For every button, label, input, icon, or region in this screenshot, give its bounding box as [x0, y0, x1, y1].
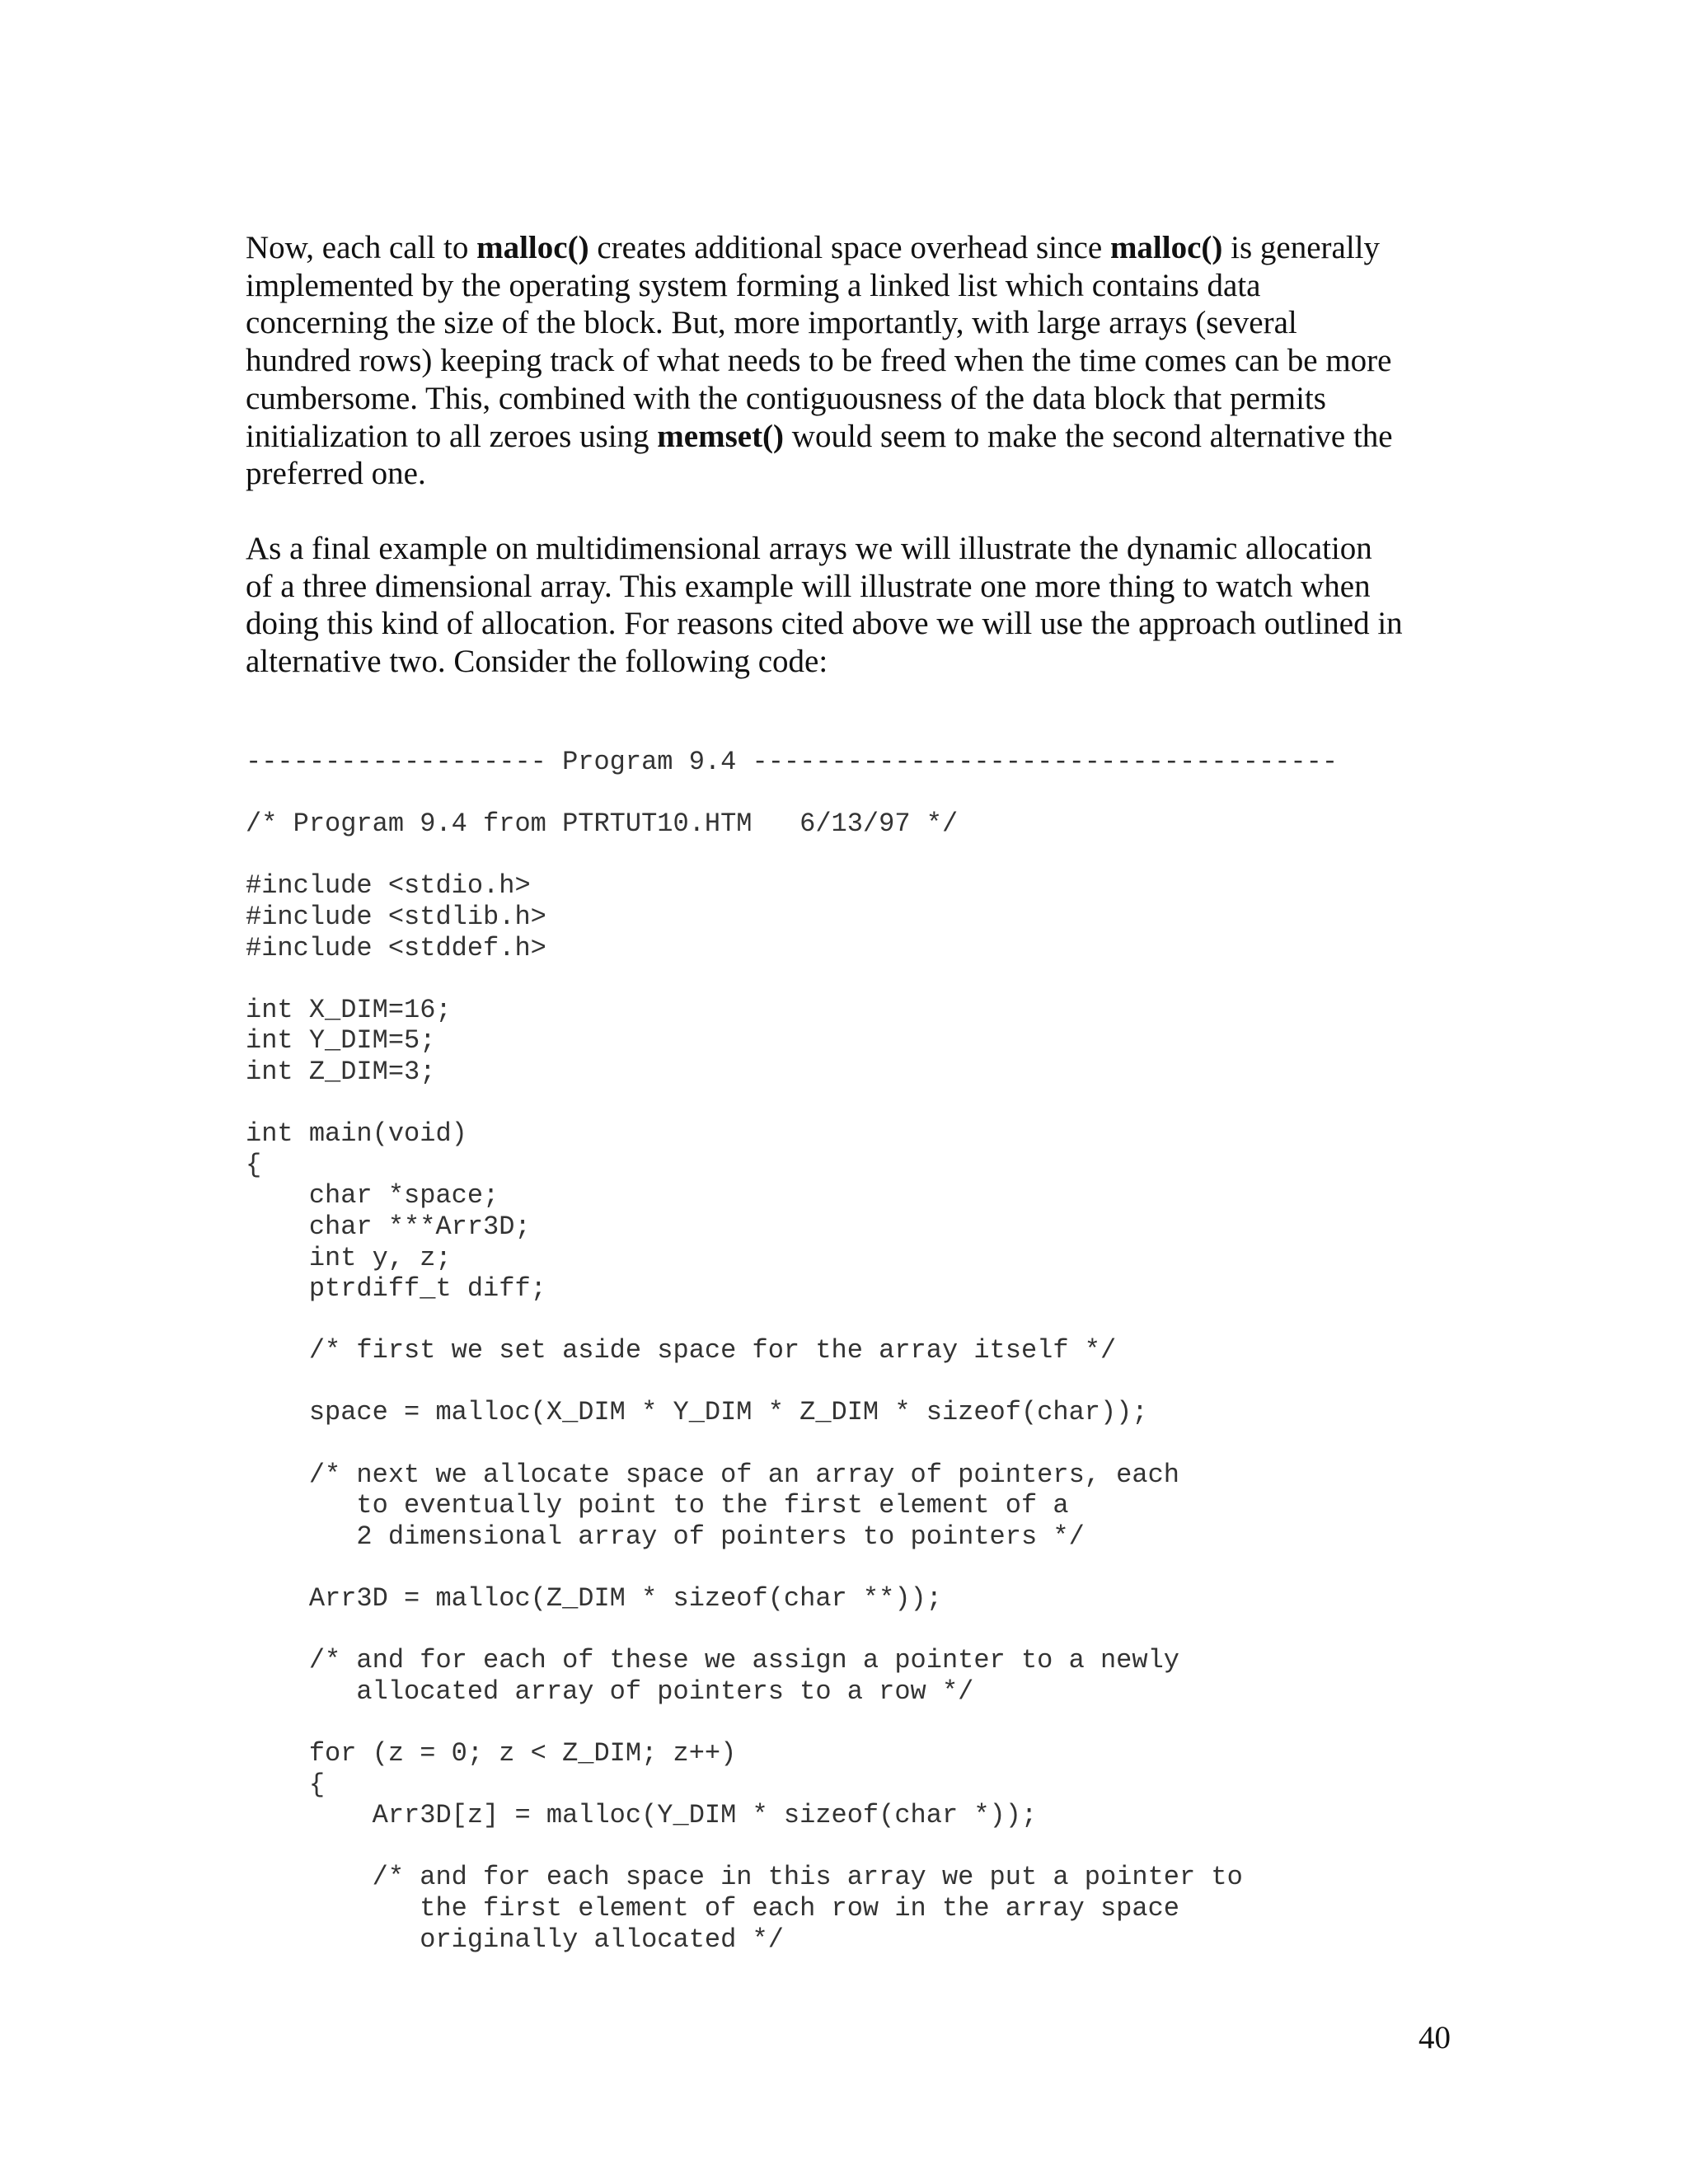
code-line: #include <stdio.h>: [246, 870, 531, 902]
paragraph-text: alternative two. Consider the following code:: [246, 644, 828, 680]
paragraph-text: hundred rows) keeping track of what needs to be freed when the time comes can be more: [246, 343, 1392, 379]
code-line: {: [246, 1769, 326, 1800]
paragraph-text: As a final example on multidimensional arrays we will illustrate the dynamic allocation: [246, 531, 1372, 566]
paragraph-text: creates additional space overhead since: [588, 230, 1110, 265]
code-line: Arr3D = malloc(Z_DIM * sizeof(char **));: [246, 1583, 942, 1615]
code-line: ------------------- Program 9.4 -------------------------------------: [246, 747, 1339, 777]
code-line: {: [246, 1149, 262, 1180]
paragraph-text: implemented by the operating system forming a linked list which contains data: [246, 267, 1261, 303]
code-line: int X_DIM=16;: [246, 994, 452, 1025]
code-line: /* and for each space in this array we put a pointer to: [246, 1862, 1243, 1893]
function-name-bold: malloc(): [1109, 230, 1223, 265]
function-name-bold: malloc(): [476, 230, 589, 265]
code-line: /* next we allocate space of an array of pointers, each: [246, 1459, 1179, 1490]
paragraph-3d-array-intro: [246, 530, 1449, 681]
paragraph-malloc-overhead: [246, 229, 1449, 493]
code-line: allocated array of pointers to a row */: [246, 1675, 974, 1707]
code-line: [246, 1707, 1482, 1738]
code-line: [246, 840, 1482, 871]
paragraph-text: of a three dimensional array. This example will illustrate one more thing to watch when: [246, 568, 1371, 604]
page-number: 40: [1418, 2020, 1451, 2055]
paragraph-text: concerning the size of the block. But, more importantly, with large arrays (several: [246, 305, 1297, 341]
paragraph-text: Now, each call to: [246, 230, 477, 265]
code-line: #include <stddef.h>: [246, 932, 546, 963]
code-line: [246, 1366, 1482, 1398]
code-line: [246, 1552, 1482, 1583]
code-line: [246, 1831, 1482, 1863]
code-line: space = malloc(X_DIM * Y_DIM * Z_DIM * sizeof(char));: [246, 1397, 1148, 1428]
code-line: 2 dimensional array of pointers to pointers */: [246, 1521, 1085, 1552]
code-line: int Z_DIM=3;: [246, 1056, 436, 1087]
code-line: [246, 1428, 1482, 1460]
code-line: [246, 1615, 1482, 1646]
code-line: to eventually point to the first element of a: [246, 1490, 1069, 1521]
paragraph-text: would seem to make the second alternative the: [784, 418, 1393, 454]
code-line: the first element of each row in the array space: [246, 1892, 1179, 1924]
code-line: int y, z;: [246, 1242, 452, 1273]
code-line: /* Program 9.4 from PTRTUT10.HTM 6/13/97 */: [246, 808, 959, 840]
code-listing-program-9-4: [246, 747, 1482, 1955]
code-line: [246, 963, 1482, 995]
paragraph-text: is generally: [1222, 230, 1380, 265]
code-line: char *space;: [246, 1180, 499, 1212]
function-name-bold: memset(): [657, 418, 785, 454]
code-line: for (z = 0; z < Z_DIM; z++): [246, 1738, 737, 1769]
paragraph-text: initialization to all zeroes using: [246, 418, 658, 454]
paragraph-text: doing this kind of allocation. For reasons cited above we will use the approach outlined in: [246, 606, 1403, 642]
code-line: originally allocated */: [246, 1924, 784, 1955]
code-line: int Y_DIM=5;: [246, 1025, 436, 1057]
code-line: #include <stdlib.h>: [246, 901, 546, 932]
code-line: char ***Arr3D;: [246, 1211, 531, 1242]
code-line: [246, 1305, 1482, 1336]
code-line: [246, 1088, 1482, 1119]
code-line: ptrdiff_t diff;: [246, 1273, 546, 1305]
code-line: /* and for each of these we assign a pointer to a newly: [246, 1645, 1179, 1676]
code-line: int main(void): [246, 1118, 467, 1150]
code-line: Arr3D[z] = malloc(Y_DIM * sizeof(char *));: [246, 1800, 1038, 1831]
paragraph-text: preferred one.: [246, 456, 426, 492]
paragraph-text: cumbersome. This, combined with the contiguousness of the data block that permits: [246, 380, 1326, 416]
code-line: [246, 778, 1482, 809]
code-line: /* first we set aside space for the array itself */: [246, 1335, 1117, 1366]
